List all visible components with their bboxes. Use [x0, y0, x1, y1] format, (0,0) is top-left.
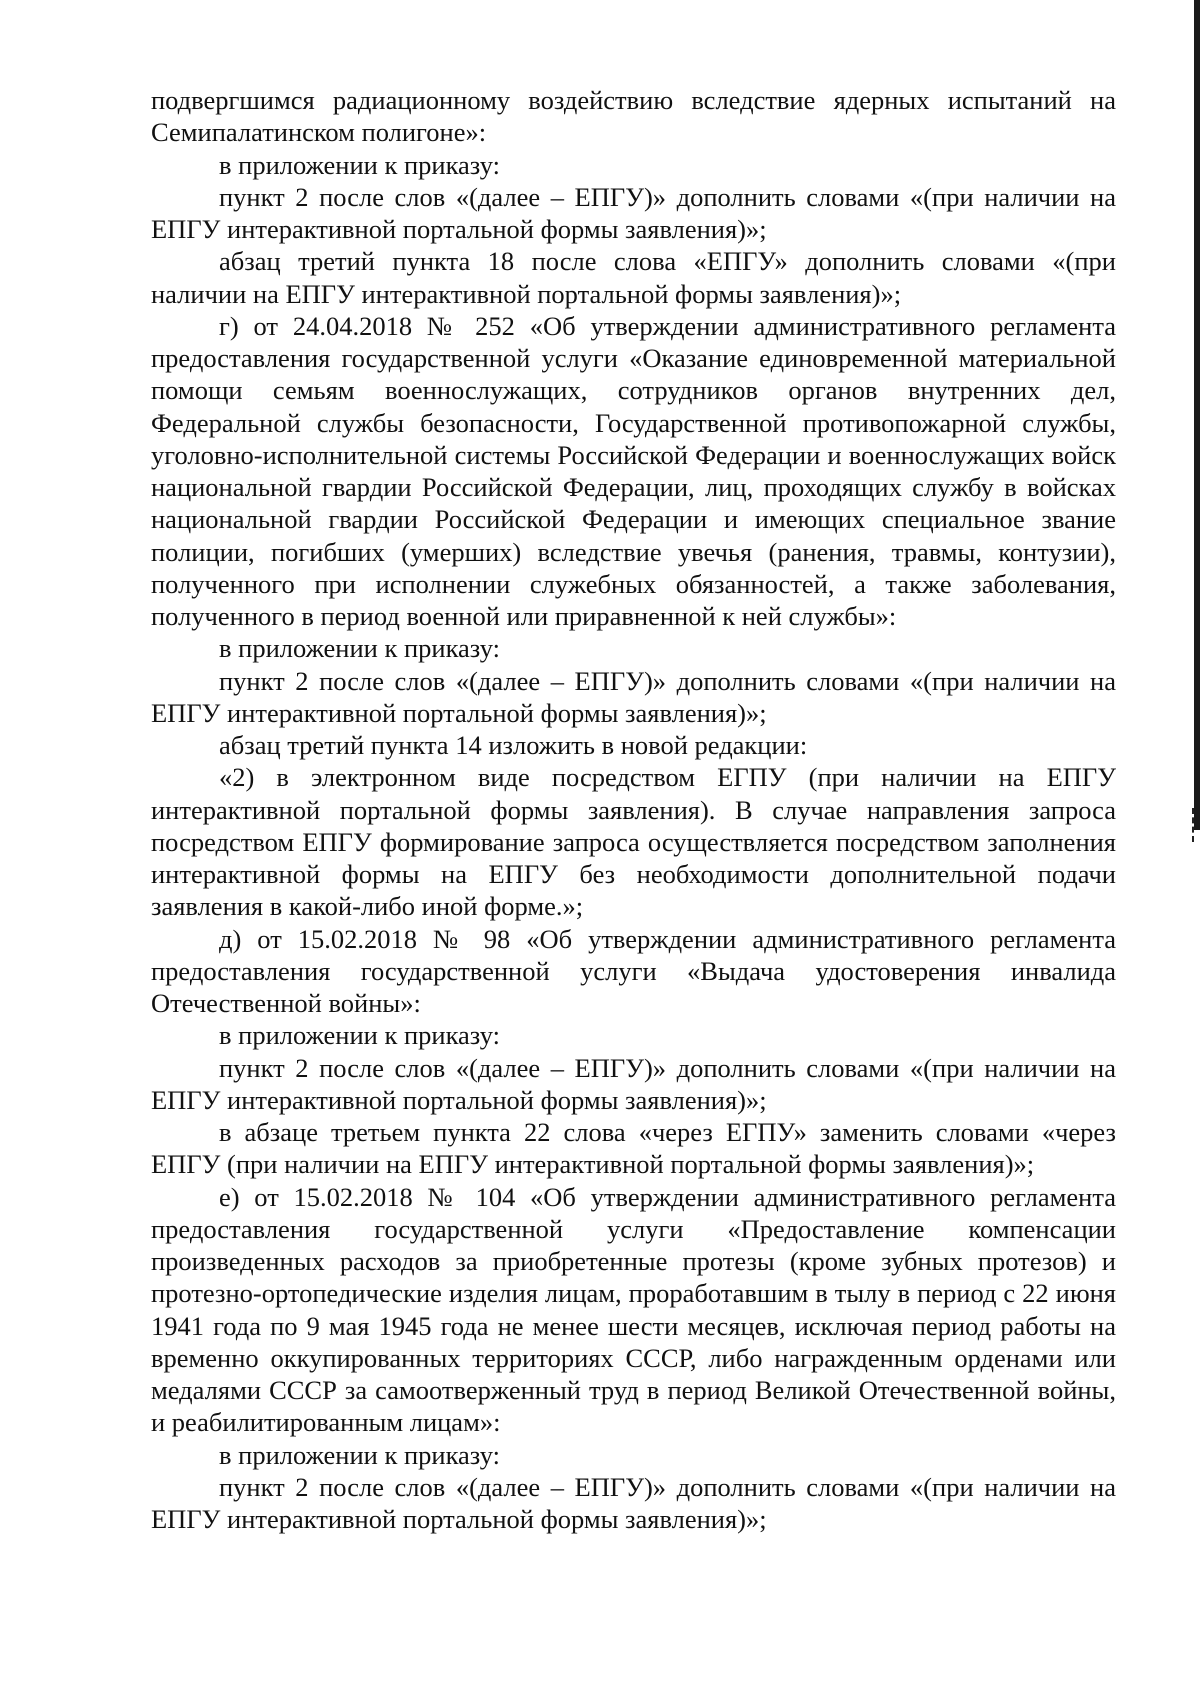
paragraph-amendment: абзац третий пункта 14 изложить в новой редакции:: [219, 730, 808, 760]
paragraph-order-d: д) от 15.02.2018 № 98 «Об утверждении административного регламента предоставления государственной услуги «Выдача удостоверения инвалида Отечественной войны»:: [151, 923, 1116, 1018]
paragraph-amendment: пункт 2 после слов «(далее – ЕПГУ)» дополнить словами «(при наличии на ЕПГУ интерактивной портальной формы заявления)»;: [151, 665, 1116, 728]
paragraph-order-g: г) от 24.04.2018 № 252 «Об утверждении административного регламента предоставления государственной услуги «Оказание единовременной материальной помощи семьям военнослужащих, сотрудников органов внутренних дел, Федеральной службы безопасности, Государственной противопожарной службы, уголовно-исполнительной системы Российской Федерации и военнослужащих войск национальной гвардии Российской Федерации, лиц, проходящих службу в войсках национальной гвардии Российской Федерации и имеющих специальное звание полиции, погибших (умерших) вследствие увечья (ранения, травмы, контузии), полученного при исполнении служебных обязанностей, а также заболевания, полученного в период военной или приравненной к ней службы»:: [151, 310, 1116, 631]
paragraph-order-e: е) от 15.02.2018 № 104 «Об утверждении административного регламента предоставления государственной услуги «Предоставление компенсации произведенных расходов за приобретенные протезы (кроме зубных протезов) и протезно-ортопедические изделия лицам, проработавшим в тылу в период с 22 июня 1941 года по 9 мая 1945 года не менее шести месяцев, исключая период работы на временно оккупированных территориях СССР, либо награжденным орденами или медалями СССР за самоотверженный труд в период Великой Отечественной войны, и реабилитированным лицам»:: [151, 1181, 1116, 1438]
paragraph-amendment: в абзаце третьем пункта 22 слова «через ЕГПУ» заменить словами «через ЕПГУ (при наличии на ЕПГУ интерактивной портальной формы заявления)»;: [151, 1117, 1116, 1180]
document-body: [151, 84, 1116, 1535]
scan-edge-marks: [1192, 808, 1196, 842]
paragraph-appendix-heading: в приложении к приказу:: [219, 1020, 500, 1051]
paragraph-amendment: абзац третий пункта 18 после слова «ЕПГУ» дополнить словами «(при наличии на ЕПГУ интерактивной портальной формы заявления)»;: [151, 246, 1116, 309]
paragraph-amendment: пункт 2 после слов «(далее – ЕПГУ)» дополнить словами «(при наличии на ЕПГУ интерактивной портальной формы заявления)»;: [151, 1471, 1116, 1534]
paragraph-amendment: пункт 2 после слов «(далее – ЕПГУ)» дополнить словами «(при наличии на ЕПГУ интерактивной портальной формы заявления)»;: [151, 1052, 1116, 1115]
paragraph-appendix-heading: в приложении к приказу:: [219, 633, 500, 664]
paragraph-new-wording: «2) в электронном виде посредством ЕГПУ (при наличии на ЕПГУ интерактивной портальной формы заявления). В случае направления запроса посредством ЕПГУ формирование запроса осуществляется посредством заполнения интерактивной формы на ЕПГУ без необходимости дополнительной подачи заявления в какой-либо иной форме.»;: [151, 762, 1116, 922]
paragraph-amendment: пункт 2 после слов «(далее – ЕПГУ)» дополнить словами «(при наличии на ЕПГУ интерактивной портальной формы заявления)»;: [151, 181, 1116, 244]
paragraph-appendix-heading: в приложении к приказу:: [219, 149, 500, 180]
scan-edge-shadow: [1194, 0, 1200, 830]
paragraph-continuation: подвергшимся радиационному воздействию вследствие ядерных испытаний на Семипалатинском полигоне»:: [151, 85, 1116, 148]
paragraph-appendix-heading: в приложении к приказу:: [219, 1439, 500, 1470]
